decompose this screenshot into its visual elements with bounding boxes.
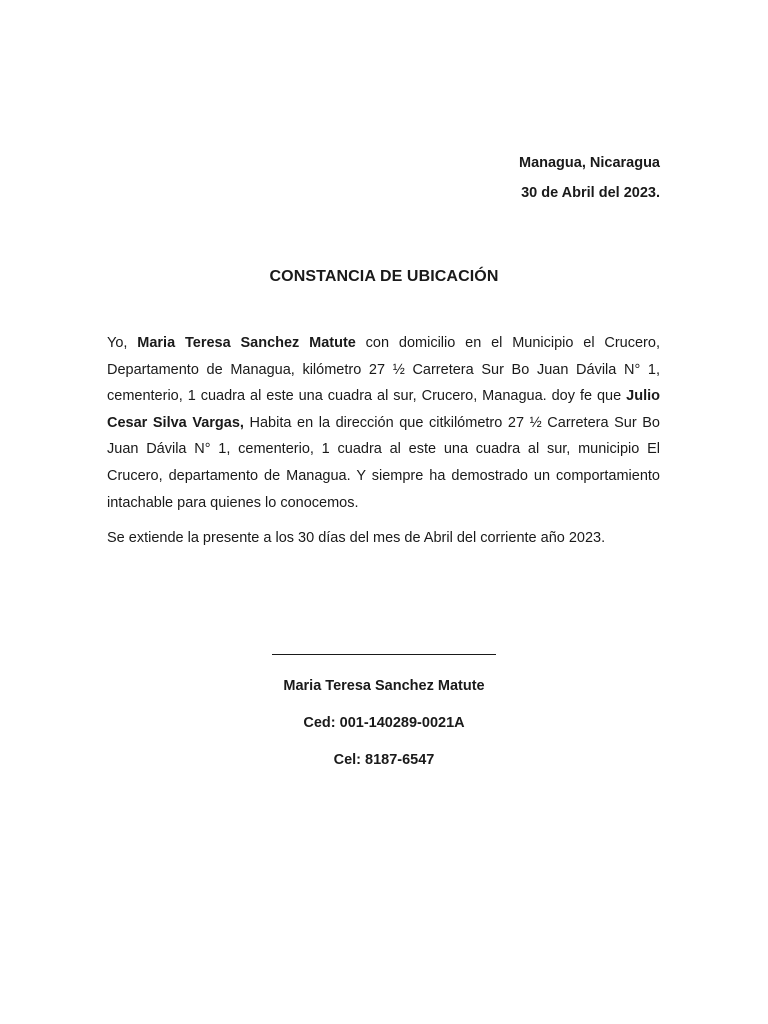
body-paragraph-declaration [107, 330, 660, 516]
signature-line [272, 654, 496, 655]
header-date: 30 de Abril del 2023. [521, 185, 660, 201]
subject-name: Julio Cesar Silva Vargas, [107, 388, 660, 431]
body-paragraph-issuance: Se extiende la presente a los 30 días del mes de Abril del corriente año 2023. [107, 530, 606, 546]
header-location: Managua, Nicaragua [518, 155, 660, 171]
paragraph-lead: Yo, [107, 335, 138, 351]
document-title: CONSTANCIA DE UBICACIÓN [269, 268, 499, 285]
declarant-name: Maria Teresa Sanchez Matute [137, 335, 356, 351]
document-header [519, 148, 660, 208]
signature-phone: Cel: 8187-6547 [333, 752, 435, 768]
paragraph-text-residence: Habita en la dirección que citkilómetro 27 ½ Carretera Sur Bo Juan Dávila N° 1, cementerio, 1 cuadra al este una cuadra al sur, municipio El Crucero, departamento de Managua. Y siempre ha demostrado un comportamiento intachable para quienes lo conocemos. [107, 414, 660, 511]
paragraph-text-address: con domicilio en el Municipio el Crucero, Departamento de Managua, kilómetro 27 ½ Carretera Sur Bo Juan Dávila N° 1, cementerio, 1 cuadra al este una cuadra al sur, Crucero, Managua. doy fe que [107, 335, 660, 405]
signature-name: Maria Teresa Sanchez Matute [283, 678, 485, 694]
signature-id-number: Ced: 001-140289-0021A [303, 715, 465, 731]
